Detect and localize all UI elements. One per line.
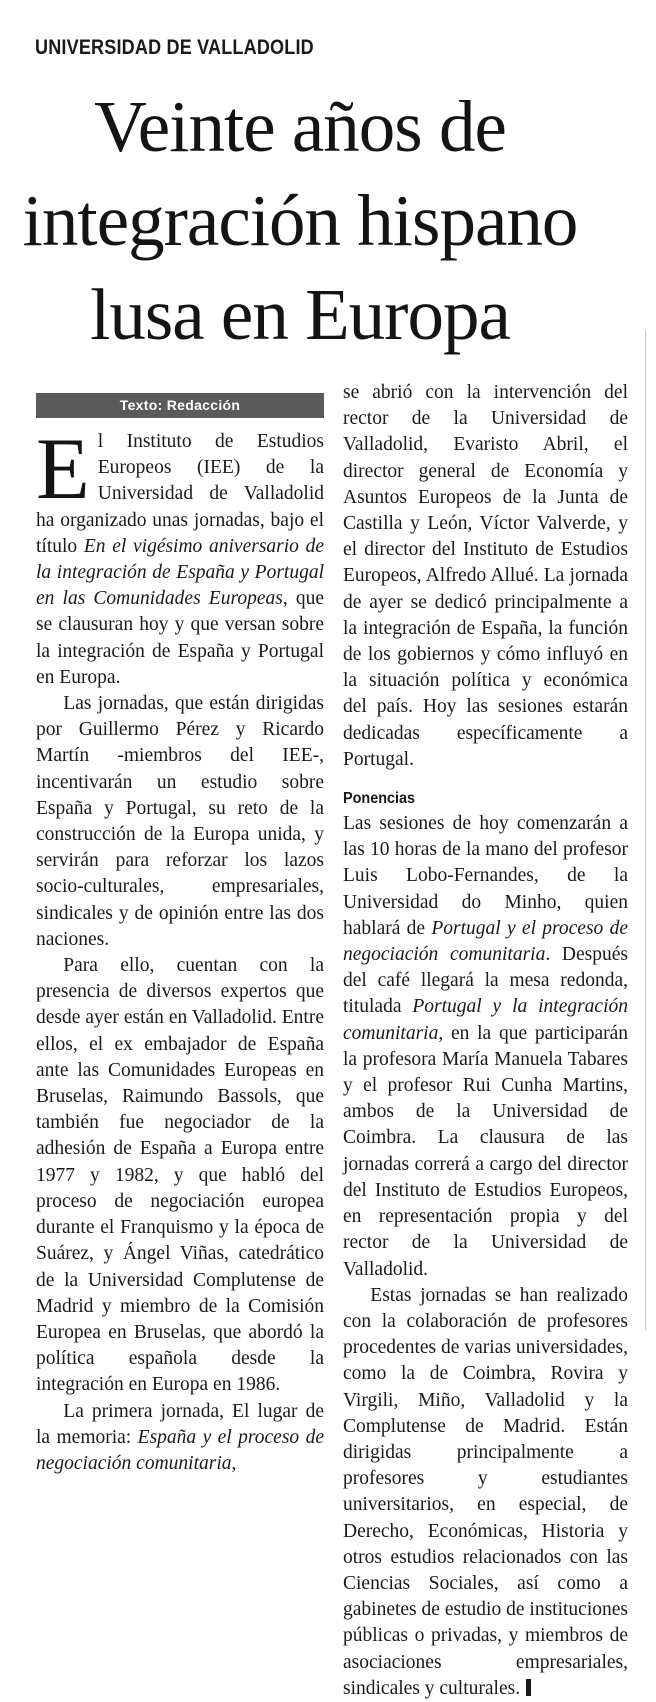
section-kicker: UNIVERSIDAD DE VALLADOLID: [35, 36, 314, 59]
subhead-ponencias: Ponencias: [343, 790, 416, 808]
paragraph-6-text: Estas jornadas se han realizado con la colaboración de profesores procedentes de varias universidades, como la de Coimbra, Rovira y Virgili, Miño, Valladolid y la Complutense de Madrid. Están dirigidas principalmente a profesores y estudiantes universitarios, en especial, de Derecho, Económicas, Historia y otros estudios relacionados con las Ciencias Sociales, así como a gabinetes de estudio de instituciones públicas o privadas, y miembros de asociaciones empresariales, sindicales y culturales.: [343, 1284, 628, 1699]
paragraph-1: [36, 421, 325, 691]
paragraph-5: [343, 811, 628, 1283]
end-mark-icon: [526, 1679, 531, 1696]
drop-cap: E: [36, 421, 90, 518]
round-table-title: Portugal y la integración comunitaria: [343, 996, 629, 1044]
paragraph-1-end: , que se clausuran hoy y que versan sobre la integración de España y Portugal en Europa.: [36, 588, 325, 688]
paragraph-4-continued-text: se abrió con la intervención del rector de la Universidad de Valladolid, Evaristo Abril, el director general de Economía y Asuntos Europeos de la Junta de Castilla y León, Víctor Valverde, y el director del Instituto de Estudios Europeos, Alfredo Allué. La jornada de ayer se dedicó principalmente a la integración de España, la función de los gobiernos y cómo influyó en la situación política y económica del país. Hoy las sesiones estarán dedicadas específicamente a Portugal.: [343, 382, 628, 770]
headline-line-3: lusa en Europa: [90, 274, 510, 355]
session-title-1: España y el proceso de negociación comunitaria: [36, 1426, 324, 1474]
paragraph-5-start: Las sesiones de hoy comenzarán a las 10 horas de la mano del profesor Luis Lobo-Fernandes, de la Universidad do Minho, quien hablará de: [343, 813, 628, 939]
paragraph-4-continued: [343, 380, 628, 773]
paragraph-6: [343, 1283, 628, 1702]
paragraph-5-end: , en la que participarán la profesora María Manuela Tabares y el profesor Rui Cunha Martins, ambos de la Universidad de Coimbra. La clausura de las jornadas correrá a cargo del director del Instituto de Estudios Europeos, en representación propia y del rector de la Universidad de Valladolid.: [343, 1022, 628, 1280]
paragraph-5-mid: . Después del café llegará la mesa redonda, titulada: [343, 944, 628, 1018]
paragraph-1-start: l Instituto de Estudios Europeos (IEE) de la Universidad de Valladolid ha organizado unas jornadas, bajo el título: [36, 431, 324, 557]
headline-line-1: Veinte años de: [94, 86, 506, 167]
article-column-right: [343, 380, 628, 1702]
talk-title: Portugal y el proceso de negociación comunitaria: [343, 917, 628, 966]
paragraph-4-end: ,: [231, 1452, 237, 1474]
byline-bar: Texto: Redacción: [36, 393, 324, 418]
paragraph-4: [36, 1399, 324, 1478]
paragraph-4-start: La primera jornada, El lugar de la memoria:: [36, 1400, 324, 1448]
scan-edge-line: [645, 330, 646, 1330]
headline-line-2: integración hispano: [22, 180, 578, 261]
headline: [0, 80, 600, 362]
paragraph-2: Las jornadas, que están dirigidas por Guillermo Pérez y Ricardo Martín -miembros del IEE-, incentivarán un estudio sobre España y Portugal, su reto de la construcción de la Europa unida, y servirán para reforzar los lazos socio-culturales, empresariales, sindicales y de opinión entre las dos naciones.: [36, 693, 324, 950]
article-column-left: [36, 421, 325, 1477]
event-title: En el vigésimo aniversario de la integración de España y Portugal en las Comunidades Europeas: [36, 535, 325, 610]
paragraph-3: Para ello, cuentan con la presencia de diversos expertos que desde ayer están en Valladolid. Entre ellos, el ex embajador de España ante las Comunidades Europeas en Bruselas, Raimundo Bassols, que también fue negociador de la adhesión de España a Europa entre 1977 y 1982, y que habló del proceso de negociación europea durante el Franquismo y la época de Suárez, y Ángel Viñas, catedrático de la Universidad Complutense de Madrid y miembro de la Comisión Europea en Bruselas, que abordó la política española desde la integración en Europa en 1986.: [36, 955, 324, 1396]
